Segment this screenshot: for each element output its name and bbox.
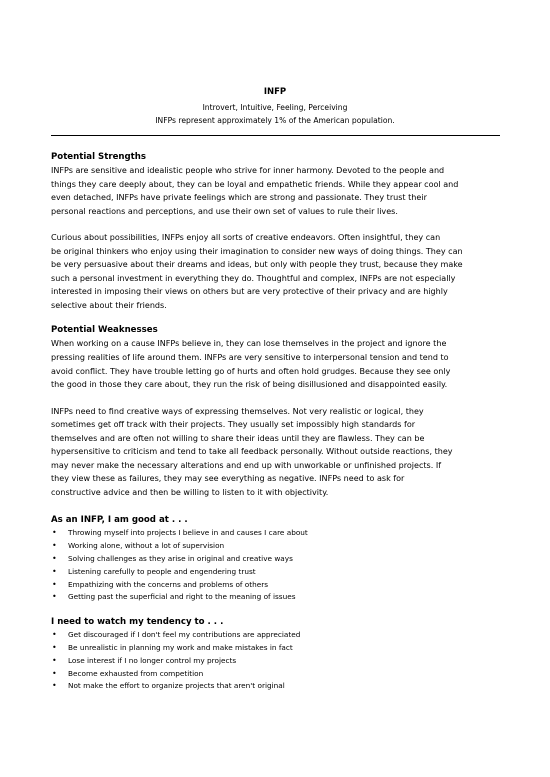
bullet-icon: • — [52, 643, 57, 653]
section-heading-good-at: As an INFP, I am good at . . . — [51, 515, 188, 526]
bullet-icon: • — [52, 579, 57, 589]
section-heading-watch: I need to watch my tendency to . . . — [51, 617, 224, 628]
bullet-icon: • — [52, 655, 57, 665]
watch-list — [51, 629, 501, 693]
text-line: personal reactions and perceptions, and use their own set of values to rule their lives. — [51, 206, 398, 216]
text-line: even detached, INFPs have private feelings which are strong and passionate. They trust their — [51, 193, 427, 203]
list-item-text: Solving challenges as they arise in original and creative ways — [68, 554, 293, 564]
text-line: hypersensitive to criticism and tend to take all feedback personally. Without outside reactions, they — [51, 447, 453, 457]
list-item-text: Lose interest if I no longer control my projects — [68, 655, 237, 665]
text-line: Curious about possibilities, INFPs enjoy all sorts of creative endeavors. Often insightful, they can — [51, 233, 441, 243]
list-item-text: Getting past the superficial and right to the meaning of issues — [68, 592, 296, 602]
bullet-icon: • — [52, 630, 57, 640]
bullet-icon: • — [52, 668, 57, 678]
text-line: selective about their friends. — [51, 300, 167, 310]
text-line: interested in imposing their views on others but are very protective of their privacy and are highly — [51, 287, 448, 297]
text-line: INFPs are sensitive and idealistic people who strive for inner harmony. Devoted to the people and — [51, 166, 445, 175]
text-line: avoid conflict. They have trouble letting go of hurts and often hold grudges. Because they see only — [51, 366, 451, 376]
paragraph-weaknesses-2 — [51, 405, 499, 500]
list-item — [51, 591, 501, 604]
bullet-icon: • — [52, 528, 57, 538]
text-line: such a personal investment in everything they do. Thoughtful and complex, INFPs are not especially — [51, 273, 456, 283]
list-item-text: Get discouraged if I don't feel my contributions are appreciated — [68, 630, 301, 640]
list-item — [51, 527, 501, 540]
list-item — [51, 566, 501, 579]
list-item — [51, 680, 501, 693]
list-item-text: Be unrealistic in planning my work and make mistakes in fact — [68, 643, 293, 653]
document-body — [51, 151, 501, 693]
list-item-text: Listening carefully to people and engendering trust — [68, 566, 256, 576]
paragraph-strengths-2 — [51, 231, 499, 312]
list-item-text: Become exhausted from competition — [68, 668, 204, 678]
list-item-text: Throwing myself into projects I believe in and causes I care about — [68, 528, 308, 538]
text-line: pressing realities of life around them. INFPs are very sensitive to interpersonal tension and tend to — [51, 353, 449, 363]
text-line: INFPs need to find creative ways of expressing themselves. Not very realistic or logical, they — [51, 406, 424, 416]
list-item — [51, 629, 501, 642]
text-line: themselves and are often not willing to share their ideas until they are flawless. They can be — [51, 433, 425, 443]
text-line: things they care deeply about, they can be loyal and empathetic friends. While they appear cool and — [51, 179, 459, 189]
list-item — [51, 668, 501, 681]
section-heading-weaknesses: Potential Weaknesses — [51, 325, 158, 336]
list-item — [51, 579, 501, 592]
paragraph-weaknesses-1 — [51, 337, 499, 391]
text-line: the good in those they care about, they run the risk of being disillusioned and disappointed easily. — [51, 380, 448, 390]
bullet-icon: • — [52, 681, 57, 691]
list-item — [51, 642, 501, 655]
bullet-icon: • — [52, 566, 57, 576]
list-item-text: Working alone, without a lot of supervision — [68, 541, 225, 551]
bullet-icon: • — [52, 554, 57, 564]
good-at-list — [51, 527, 501, 604]
text-line: they view these as failures, they may see everything as negative. INFPs need to ask for — [51, 474, 405, 484]
list-item — [51, 655, 501, 668]
text-line: constructive advice and then be willing to listen to it with objectivity. — [51, 487, 329, 497]
list-item — [51, 553, 501, 566]
text-line: may never make the necessary alterations and end up with unworkable or unfinished projects. If — [51, 460, 442, 470]
subtitle-preferences: Introvert, Intuitive, Feeling, Perceiving — [202, 103, 348, 112]
horizontal-rule — [51, 135, 500, 136]
bullet-icon: • — [52, 592, 57, 602]
text-line: When working on a cause INFPs believe in, they can lose themselves in the project and ignore the — [51, 339, 447, 349]
section-heading-strengths: Potential Strengths — [51, 152, 147, 162]
list-item — [51, 540, 501, 553]
text-line: be original thinkers who enjoy using their imagination to consider new ways of doing things. They can — [51, 246, 463, 256]
bullet-icon: • — [52, 541, 57, 551]
subtitle-population: INFPs represent approximately 1% of the American population. — [155, 116, 395, 125]
paragraph-strengths-1 — [51, 164, 499, 218]
text-line: sometimes get off track with their projects. They usually set impossibly high standards for — [51, 420, 416, 430]
list-item-text: Empathizing with the concerns and problems of others — [68, 579, 269, 589]
page-title: INFP — [263, 87, 287, 97]
document-header — [0, 86, 550, 127]
list-item-text: Not make the effort to organize projects that aren't original — [68, 681, 285, 691]
text-line: be very persuasive about their dreams and ideas, but only with people they trust, because they make — [51, 260, 463, 270]
